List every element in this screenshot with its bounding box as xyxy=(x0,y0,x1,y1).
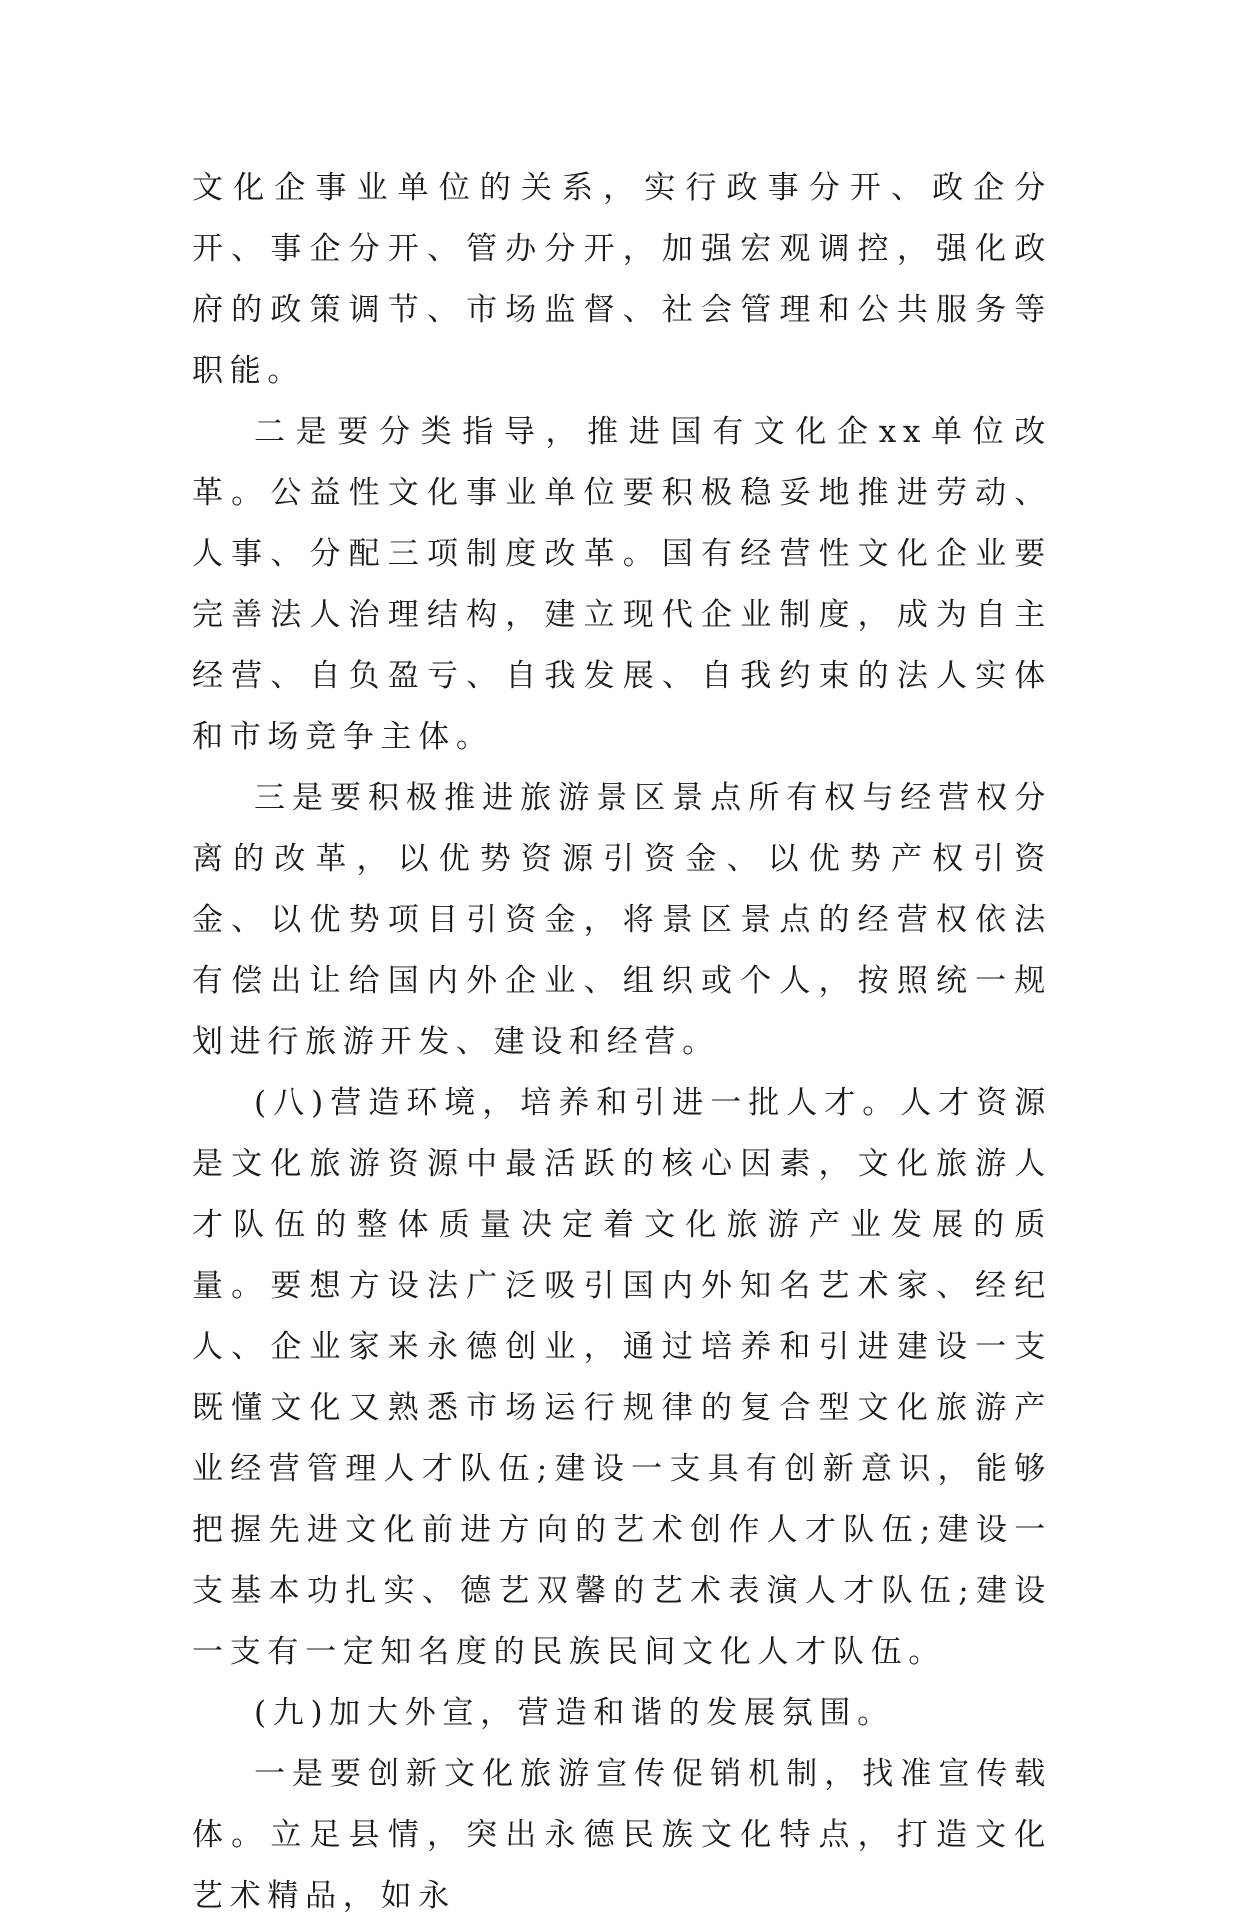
paragraph-5: (九)加大外宣，营造和谐的发展氛围。 xyxy=(254,1695,895,1731)
paragraph-2: 二是要分类指导，推进国有文化企xx单位改革。公益性文化事业单位要积极稳妥地推进劳动、人事、分配三项制度改革。国有经营性文化企业要完善法人治理结构，建立现代企业制度，成为自主经营、自负盈亏、自我发展、自我约束的法人实体和市场竞争主体。 xyxy=(192,414,1052,755)
document-body xyxy=(192,158,1052,1927)
paragraph-6: 一是要创新文化旅游宣传促销机制，找准宣传载体。立足县情，突出永德民族文化特点，打造文化艺术精品，如永 xyxy=(192,1756,1052,1914)
paragraph-4: (八)营造环境，培养和引进一批人才。人才资源是文化旅游资源中最活跃的核心因素，文化旅游人才队伍的整体质量决定着文化旅游产业发展的质量。要想方设法广泛吸引国内外知名艺术家、经纪人、企业家来永德创业，通过培养和引进建设一支既懂文化又熟悉市场运行规律的复合型文化旅游产业经营管理人才队伍;建设一支具有创新意识，能够把握先进文化前进方向的艺术创作人才队伍;建设一支基本功扎实、德艺双馨的艺术表演人才队伍;建设一支有一定知名度的民族民间文化人才队伍。 xyxy=(192,1085,1052,1670)
paragraph-3: 三是要积极推进旅游景区景点所有权与经营权分离的改革，以优势资源引资金、以优势产权引资金、以优势项目引资金，将景区景点的经营权依法有偿出让给国内外企业、组织或个人，按照统一规划进行旅游开发、建设和经营。 xyxy=(192,780,1052,1060)
paragraph-1: 文化企事业单位的关系，实行政事分开、政企分开、事企分开、管办分开，加强宏观调控，强化政府的政策调节、市场监督、社会管理和公共服务等职能。 xyxy=(192,170,1052,389)
